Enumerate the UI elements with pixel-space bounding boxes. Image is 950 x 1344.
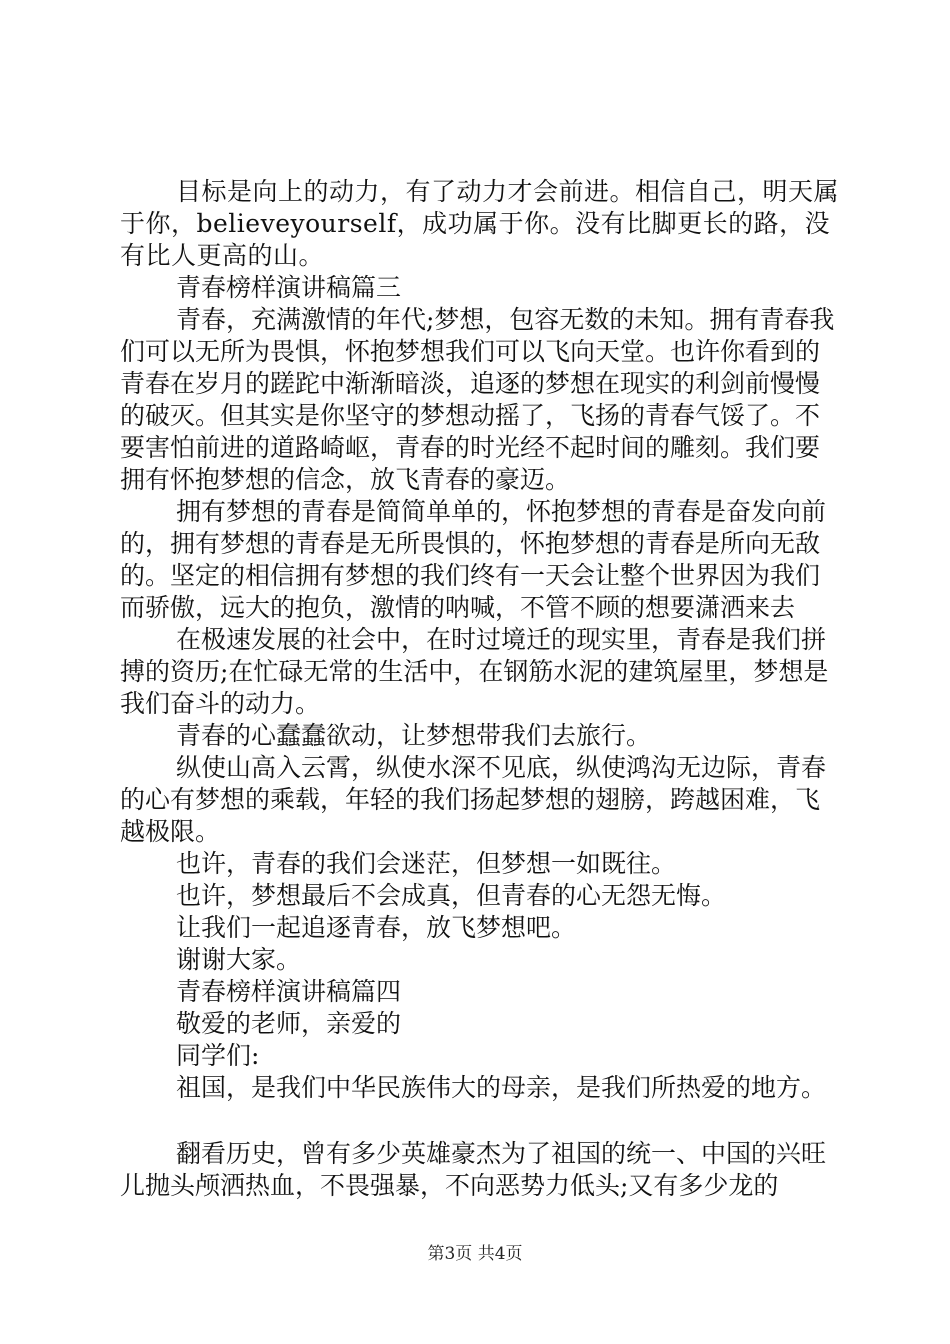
section-heading-4: 青春榜样演讲稿篇四	[176, 977, 402, 1006]
paragraph-classmates: 同学们:	[176, 1041, 260, 1070]
paragraph-youth-dream: 青春，充满激情的年代;梦想，包容无数的未知。拥有青春我们可以无所为畏惧，怀抱梦想我们可以飞向天堂。也许你看到的青春在岁月的蹉跎中渐渐暗淡，追逐的梦想在现实的利剑前慢慢的破灭。但其实是你坚守的梦想动摇了，飞扬的青春气馁了。不要害怕前进的道路崎岖，青春的时光经不起时间的雕刻。我们要拥有怀抱梦想的信念，放飞青春的豪迈。	[120, 305, 835, 494]
document-body	[120, 176, 840, 1202]
paragraph-gap	[120, 1104, 840, 1138]
paragraph-travel: 青春的心蠢蠢欲动，让梦想带我们去旅行。	[176, 721, 652, 750]
paragraph-confused: 也许，青春的我们会迷茫，但梦想一如既往。	[176, 849, 677, 878]
paragraph-no-regret: 也许，梦想最后不会成真，但青春的心无怨无悔。	[176, 881, 727, 910]
paragraph-chase: 让我们一起追逐青春，放飞梦想吧。	[176, 913, 577, 942]
paragraph-dream-youth: 拥有梦想的青春是简简单单的，怀抱梦想的青春是奋发向前的，拥有梦想的青春是无所畏惧的，怀抱梦想的青春是所向无敌的。坚定的相信拥有梦想的我们终有一天会让整个世界因为我们而骄傲，远大的抱负，激情的呐喊，不管不顾的想要潇洒来去	[120, 497, 827, 622]
section-heading-3: 青春榜样演讲稿篇三	[176, 273, 402, 302]
paragraph-society: 在极速发展的社会中，在时过境迁的现实里，青春是我们拼搏的资历;在忙碌无常的生活中，在钢筋水泥的建筑屋里，梦想是我们奋斗的动力。	[120, 625, 829, 718]
paragraph-mountain: 纵使山高入云霄，纵使水深不见底，纵使鸿沟无边际，青春的心有梦想的乘载，年轻的我们扬起梦想的翅膀，跨越困难，飞越极限。	[120, 753, 827, 846]
page-footer: 第3页 共4页	[427, 1244, 523, 1264]
paragraph-goal: 目标是向上的动力，有了动力才会前进。相信自己，明天属于你，believeyourself，成功属于你。没有比脚更长的路，没有比人更高的山。	[120, 177, 840, 270]
paragraph-motherland: 祖国，是我们中华民族伟大的母亲，是我们所热爱的地方。	[176, 1073, 827, 1102]
paragraph-salutation: 敬爱的老师，亲爱的	[176, 1009, 402, 1038]
paragraph-history: 翻看历史，曾有多少英雄豪杰为了祖国的统一、中国的兴旺儿抛头颅洒热血，不畏强暴，不向恶势力低头;又有多少龙的	[120, 1139, 827, 1200]
paragraph-thanks: 谢谢大家。	[176, 945, 302, 974]
